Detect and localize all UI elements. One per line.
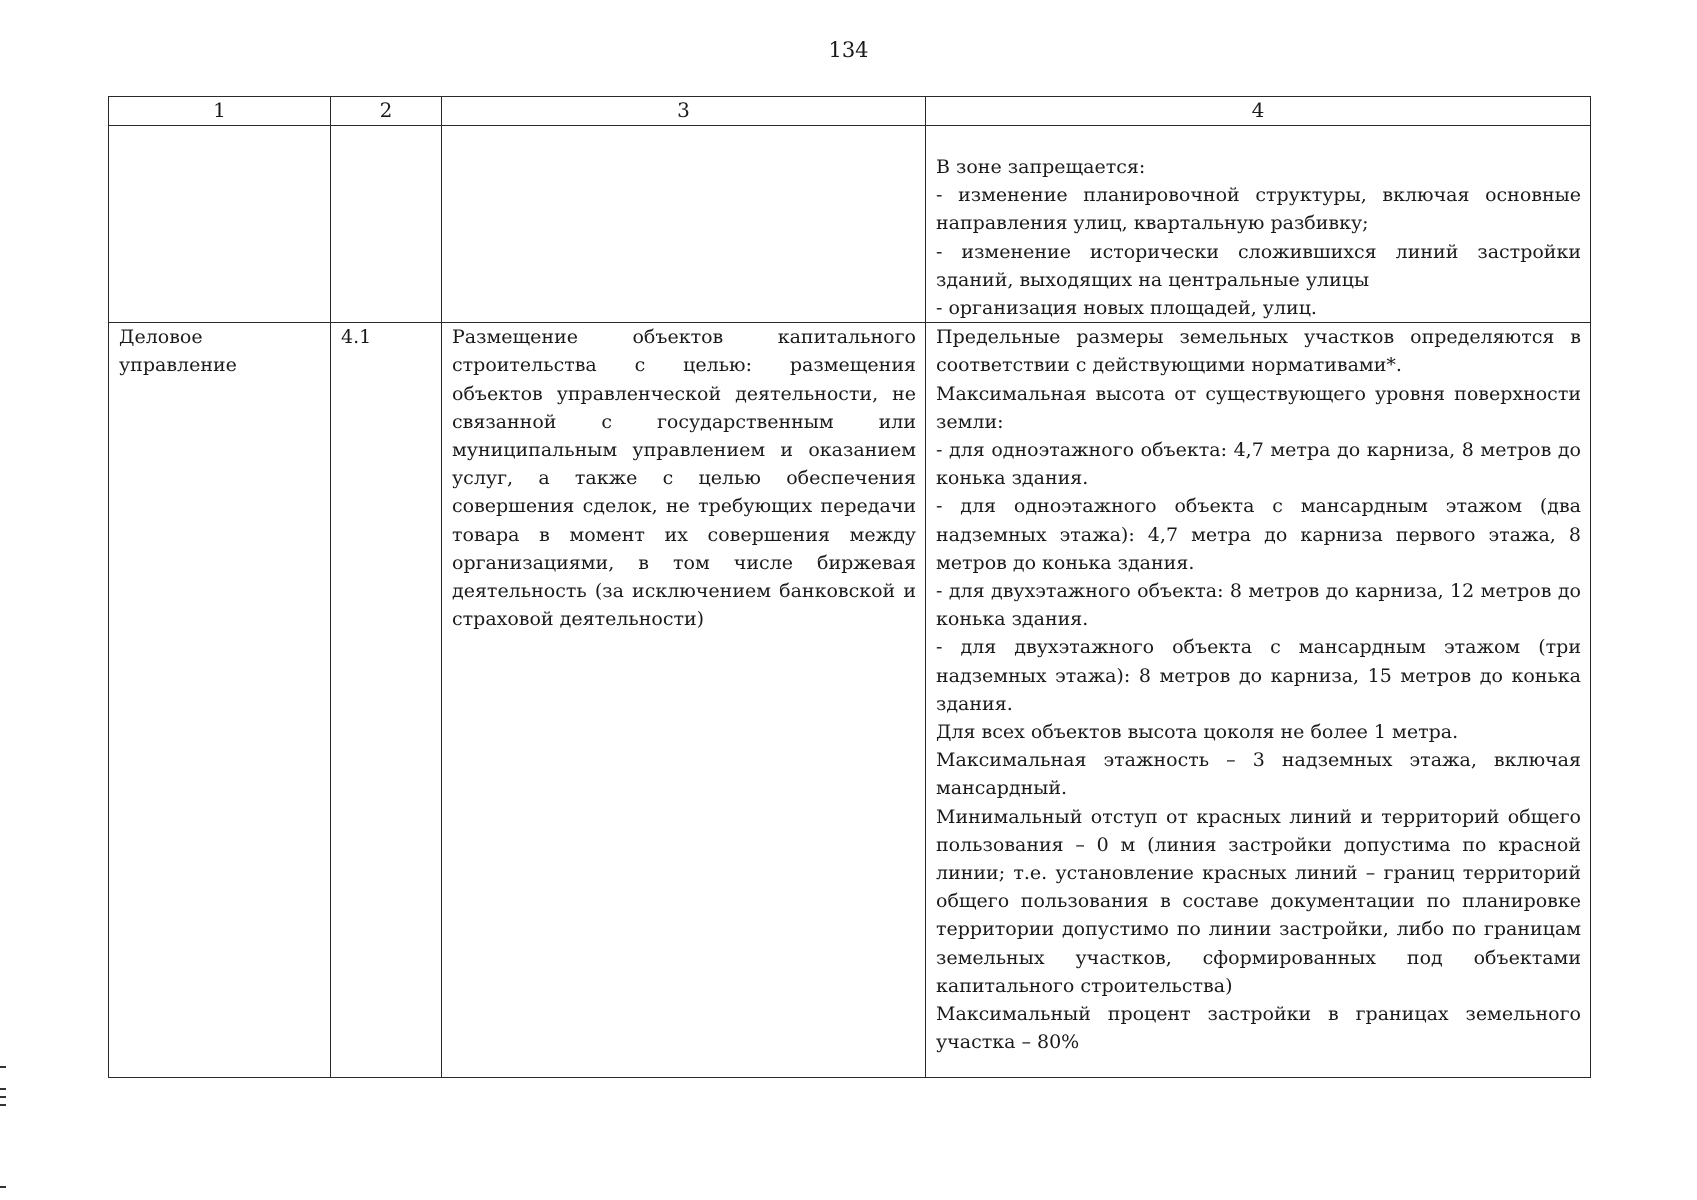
parameters-block (936, 323, 1581, 1056)
parameter-paragraph: - для двухэтажного объекта: 8 метров до карниза, 12 метров до конька здания. (936, 580, 1581, 631)
header-col-4: 4 (926, 97, 1591, 126)
parameter-paragraph: - для одноэтажного объекта с мансардным этажом (два надземных этажа): 4,7 метра до карниза первого этажа, 8 метров до конька здания. (936, 495, 1581, 574)
cell-use-description: Размещение объектов капитального строительства с целью: размещения объектов управленческой деятельности, не связанной с государственным или муниципальным управлением и оказанием услуг, а также с целью обеспечения совершения сделок, не требующих передачи товара в момент их совершения между организациями, в том числе биржевая деятельность (за исключением банковской и страховой деятельности) (442, 323, 926, 1078)
prohibition-line: - изменение планировочной структуры, включая основные направления улиц, квартальную разбивку; (936, 184, 1581, 235)
parameter-paragraph: Минимальный отступ от красных линий и территорий общего пользования – 0 м (линия застройки допустима по красной линии; т.е. установление красных линий – границ территорий общего пользования в составе документации по планировке территории допустимо по линии застройки, либо по границам земельных участков, сформированных под объектами капитального строительства) (936, 805, 1581, 997)
scan-artifact (0, 1186, 6, 1188)
cell-parameters (926, 323, 1591, 1078)
cell-use-code: 4.1 (331, 323, 442, 1078)
parameter-paragraph: Максимальная этажность – 3 надземных этажа, включая мансардный. (936, 749, 1581, 800)
parameter-paragraph: - для одноэтажного объекта: 4,7 метра до карниза, 8 метров до конька здания. (936, 439, 1581, 490)
header-col-2: 2 (331, 97, 442, 126)
scan-artifact (0, 1096, 6, 1098)
scan-artifact (0, 1066, 6, 1068)
parameter-paragraph: Максимальная высота от существующего уровня поверхности земли: (936, 382, 1581, 433)
cell-use-name: Деловое управление (109, 323, 331, 1078)
cell-parameters (926, 126, 1591, 323)
table-header-row (109, 97, 1591, 126)
scan-artifact (0, 1088, 6, 1090)
prohibition-line: - изменение исторически сложившихся линий застройки зданий, выходящих на центральные улицы (936, 240, 1581, 291)
page-number: 134 (828, 38, 869, 62)
cell-use-code (331, 126, 442, 323)
prohibitions-block (936, 126, 1581, 322)
parameter-paragraph: - для двухэтажного объекта с мансардным этажом (три надземных этажа): 8 метров до карниза, 15 метров до конька здания. (936, 636, 1581, 715)
scan-artifact (0, 1104, 6, 1106)
header-col-1: 1 (109, 97, 331, 126)
parameter-paragraph: Максимальный процент застройки в границах земельного участка – 80% (936, 1003, 1581, 1054)
header-col-3: 3 (442, 97, 926, 126)
parameter-paragraph: Предельные размеры земельных участков определяются в соответствии с действующими нормативами*. (936, 326, 1581, 377)
cell-use-description (442, 126, 926, 323)
prohibition-line: В зоне запрещается: (936, 156, 1146, 178)
parameter-paragraph: Для всех объектов высота цоколя не более 1 метра. (936, 721, 1459, 744)
regulations-table (108, 96, 1591, 1078)
table-row-business-management (109, 323, 1591, 1078)
table-row-continuation (109, 126, 1591, 323)
prohibition-line: - организация новых площадей, улиц. (936, 297, 1317, 320)
cell-use-name (109, 126, 331, 323)
